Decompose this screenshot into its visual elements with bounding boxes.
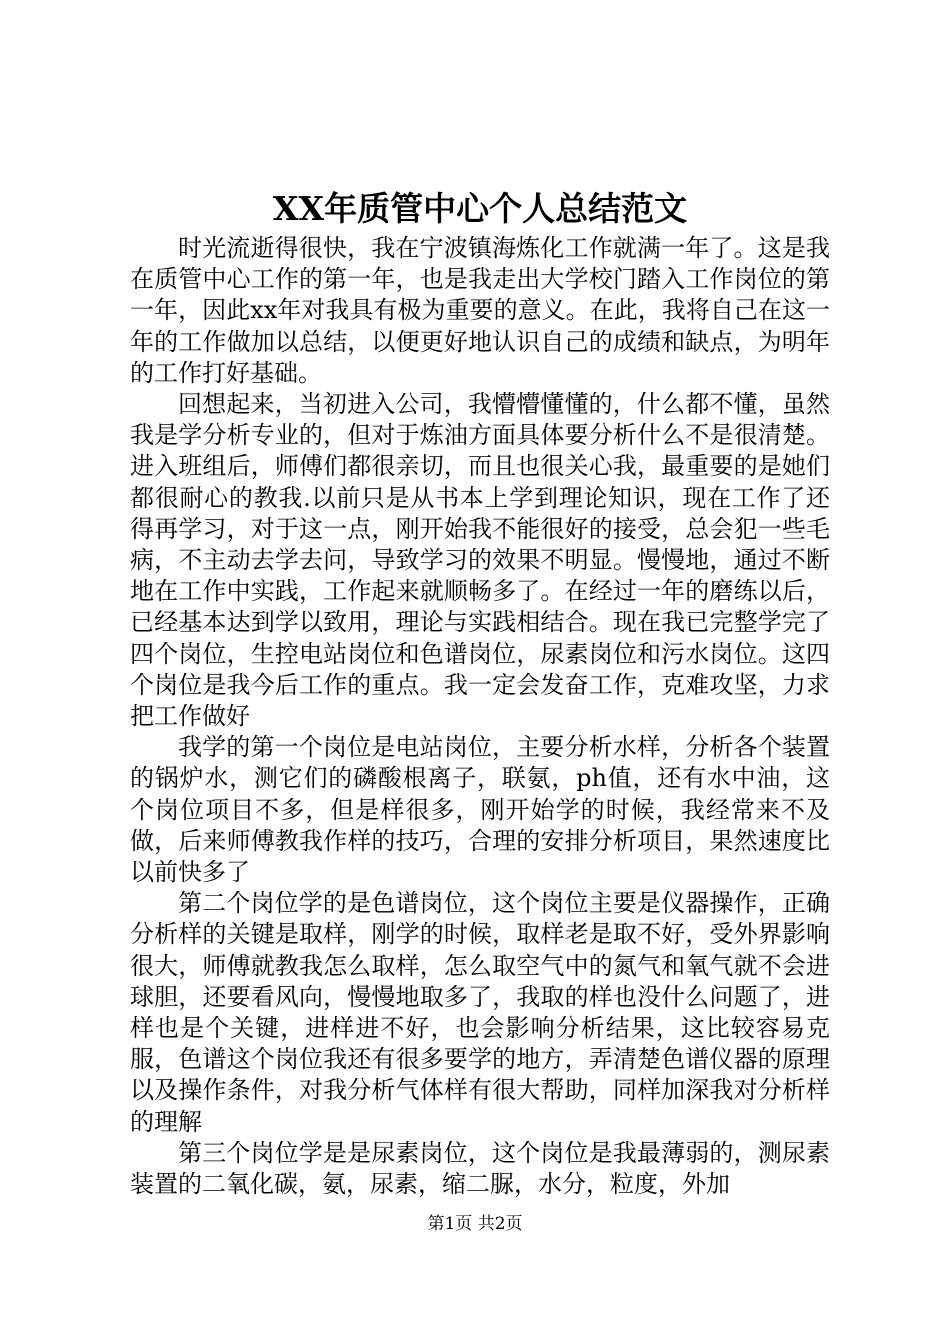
paragraph-5: 第三个岗位学是是尿素岗位，这个岗位是我最薄弱的，测尿素装置的二氧化碳，氨，尿素，缩二脲，水分，粒度，外加 xyxy=(130,1138,830,1199)
paragraph-4: 第二个岗位学的是色谱岗位，这个岗位主要是仪器操作，正确分析样的关键是取样，刚学的时候，取样老是取不好，受外界影响很大，师傅就教我怎么取样，怎么取空气中的氮气和氧气就不会进球胆，还要看风向，慢慢地取多了，我取的样也没什么问题了，进样也是个关键，进样进不好，也会影响分析结果，这比较容易克服，色谱这个岗位我还有很多要学的地方，弄清楚色谱仪器的原理以及操作条件，对我分析气体样有很大帮助，同样加深我对分析样的理解 xyxy=(130,889,830,1136)
paragraph-3: 我学的第一个岗位是电站岗位，主要分析水样，分析各个装置的锅炉水，测它们的磷酸根离子，联氨，ph值，还有水中油，这个岗位项目不多，但是样很多，刚开始学的时候，我经常来不及做，后来师傅教我作样的技巧，合理的安排分析项目，果然速度比以前快多了 xyxy=(130,733,830,887)
document-body xyxy=(130,233,830,1200)
paragraph-2: 回想起来，当初进入公司，我懵懵懂懂的，什么都不懂，虽然我是学分析专业的，但对于炼油方面具体要分析什么不是很清楚。进入班组后，师傅们都很亲切，而且也很关心我，最重要的是她们都很耐心的教我.以前只是从书本上学到理论知识，现在工作了还得再学习，对于这一点，刚开始我不能很好的接受，总会犯一些毛病，不主动去学去问，导致学习的效果不明显。慢慢地，通过不断地在工作中实践，工作起来就顺畅多了。在经过一年的磨练以后，已经基本达到学以致用，理论与实践相结合。现在我已完整学完了四个岗位，生控电站岗位和色谱岗位，尿素岗位和污水岗位。这四个岗位是我今后工作的重点。我一定会发奋工作，克难攻坚，力求把工作做好 xyxy=(130,390,830,731)
page-number-footer: 第1页 共2页 xyxy=(427,1214,523,1234)
document-title: XX年质管中心个人总结范文 xyxy=(272,189,688,228)
paragraph-1: 时光流逝得很快，我在宁波镇海炼化工作就满一年了。这是我在质管中心工作的第一年，也是我走出大学校门踏入工作岗位的第一年，因此xx年对我具有极为重要的意义。在此，我将自己在这一年的工作做加以总结，以便更好地认识自己的成绩和缺点，为明年的工作打好基础。 xyxy=(130,234,830,387)
